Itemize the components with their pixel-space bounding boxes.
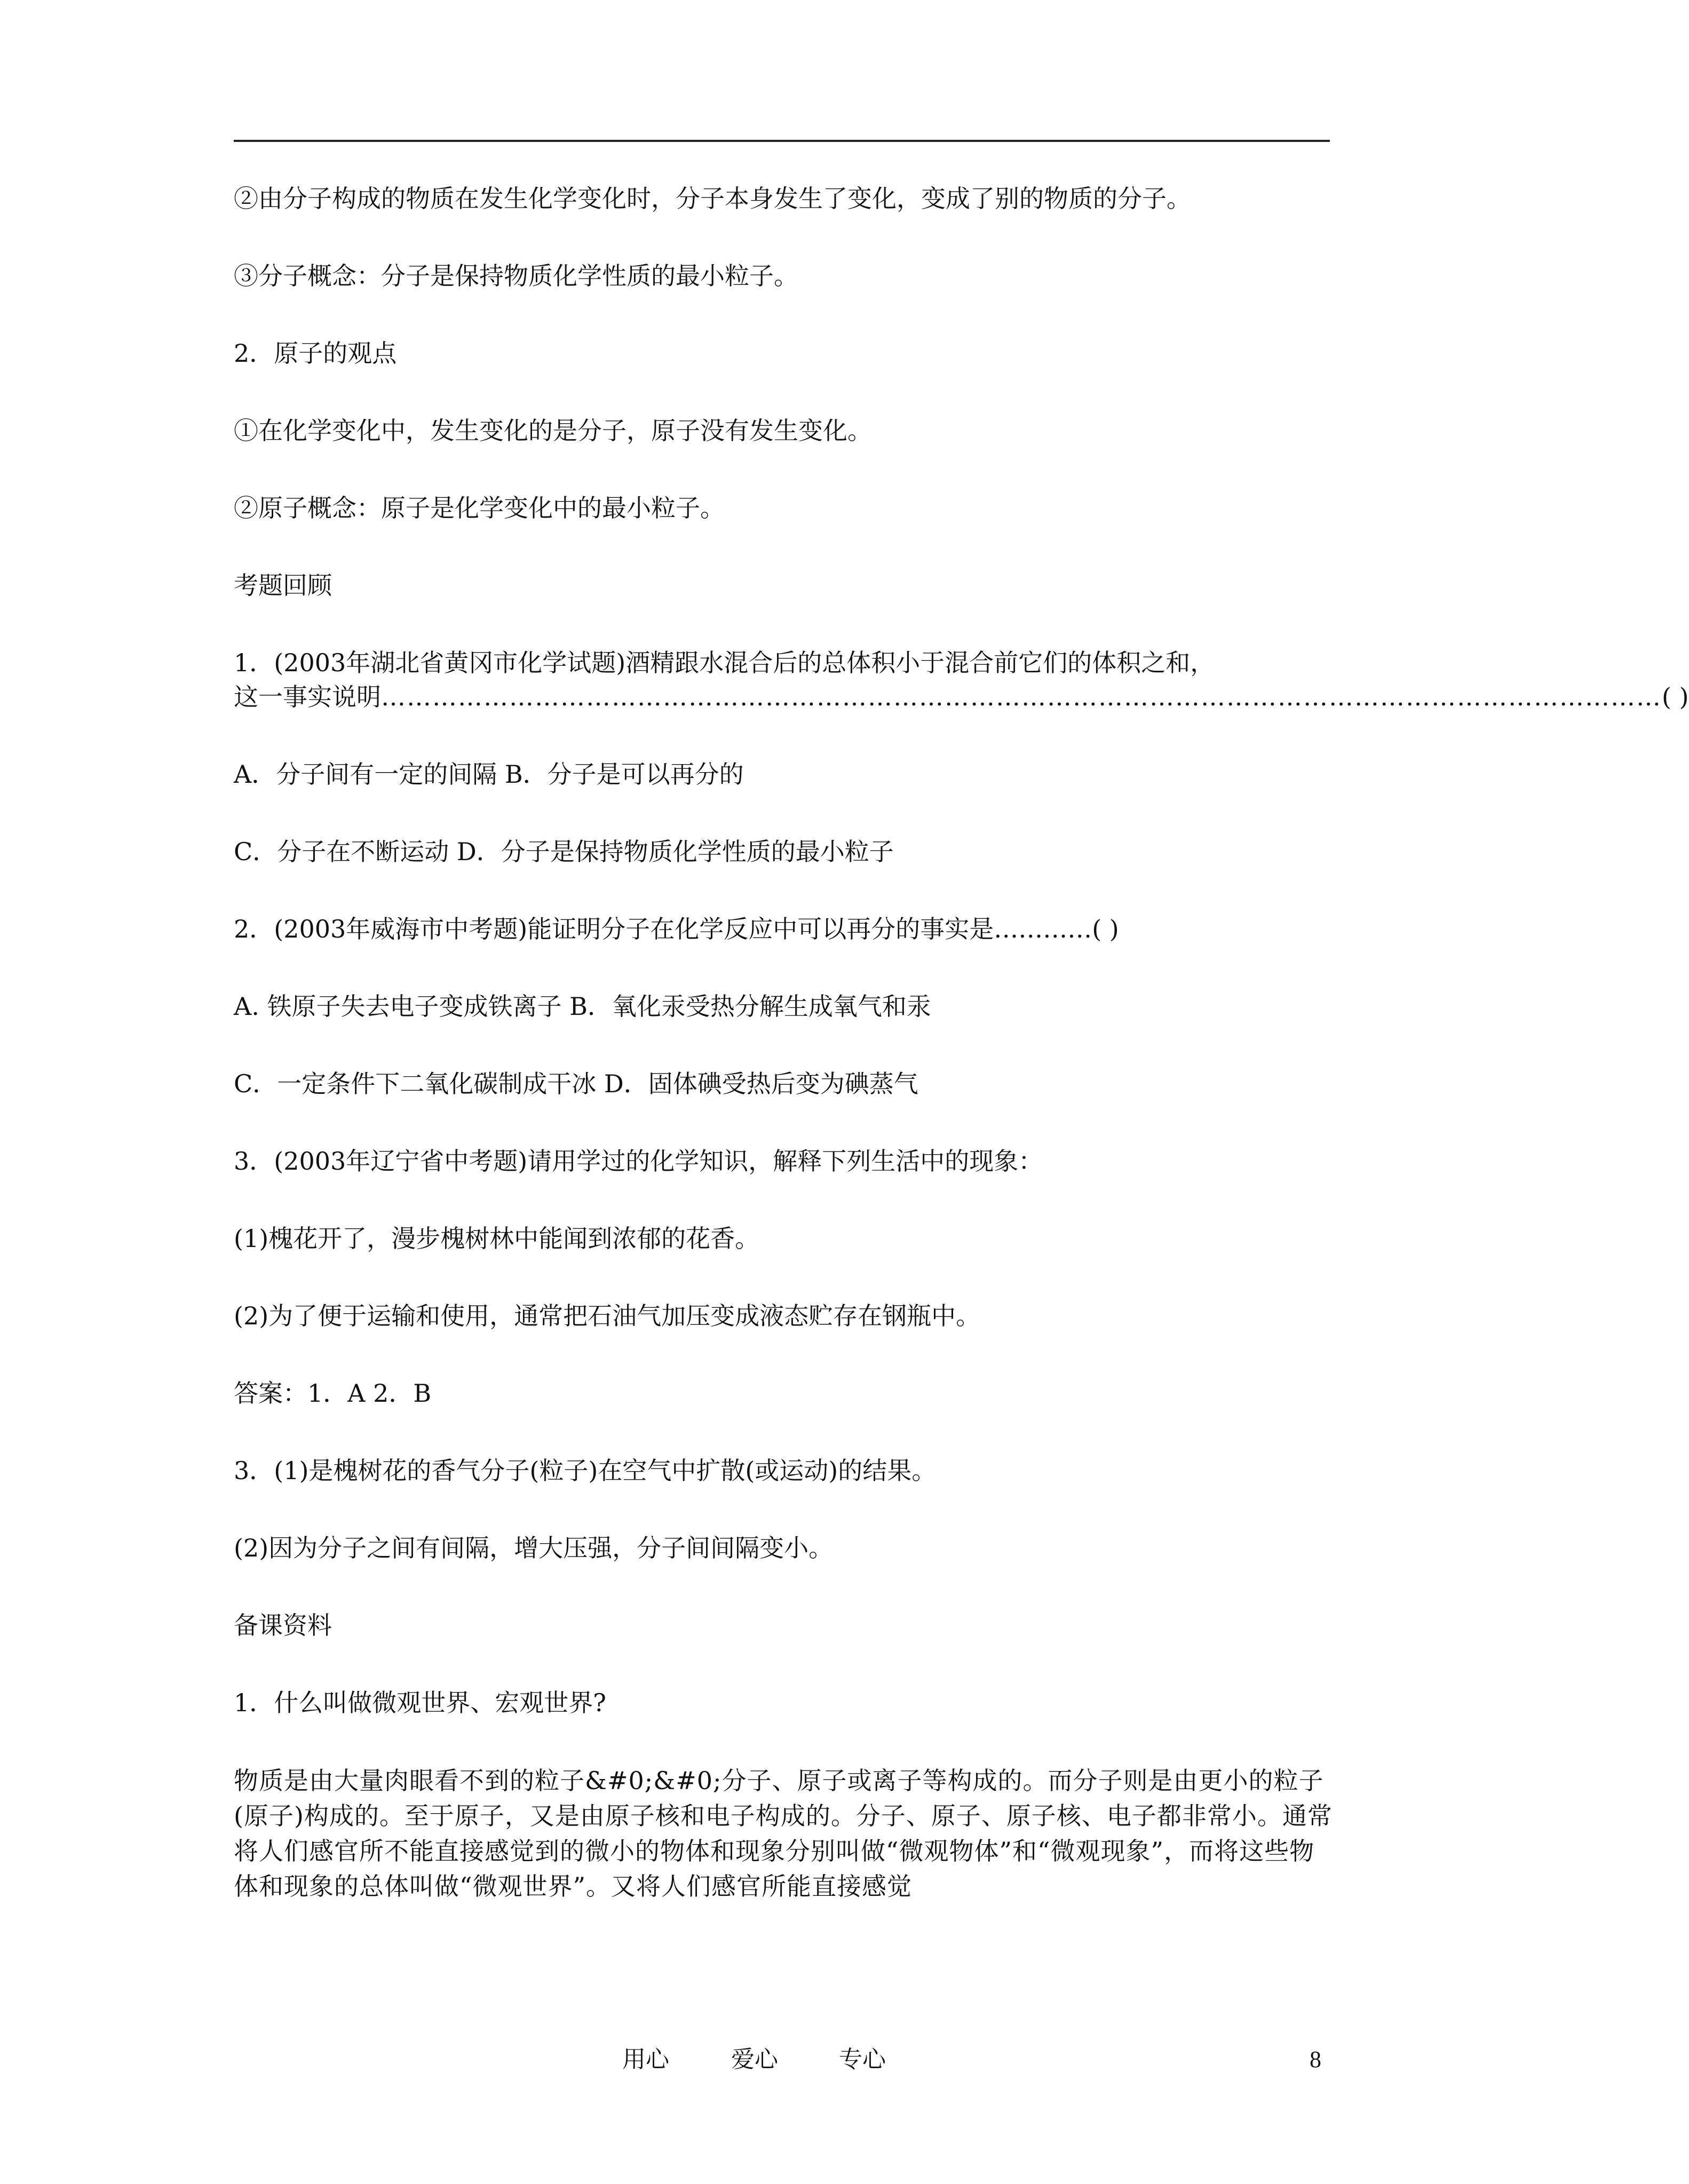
document-body <box>234 181 1689 1947</box>
paragraph-micro-macro-world: 物质是由大量肉眼看不到的粒子&#0;&#0;分子、原子或离子等构成的。而分子则是由更小的粒子(原子)构成的。至于原子，又是由原子核和电子构成的。分子、原子、原子核、电子都非常小。通常将人们感官所不能直接感觉到的微小的物体和现象分别叫做“微观物体”和“微观现象”，而将这些物体和现象的总体叫做“微观世界”。又将人们感官所能直接感觉 <box>234 1766 1333 1901</box>
paragraph-molecule-concept: ③分子概念：分子是保持物质化学性质的最小粒子。 <box>234 261 798 290</box>
question-1-line-1: 1．(2003年湖北省黄冈市化学试题)酒精跟水混合后的总体积小于混合前它们的体积之和， <box>234 648 1215 677</box>
section-heading-atom-view: 2．原子的观点 <box>234 339 397 368</box>
question-1-answer-blank: ( ) <box>1662 682 1689 711</box>
question-1-options-cd: C．分子在不断运动 D．分子是保持物质化学性质的最小粒子 <box>234 837 894 866</box>
question-1-dots: …………………………………………………………………………………………………………………………………… <box>381 682 1662 711</box>
header-rule <box>234 140 1330 142</box>
question-3: 3．(2003年辽宁省中考题)请用学过的化学知识，解释下列生活中的现象： <box>234 1147 1043 1176</box>
answer-3-part-1: 3．(1)是槐树花的香气分子(粒子)在空气中扩散(或运动)的结果。 <box>234 1456 937 1485</box>
question-1-options-ab: A．分子间有一定的间隔 B．分子是可以再分的 <box>234 760 744 789</box>
question-3-sub-1: (1)槐花开了，漫步槐树林中能闻到浓郁的花香。 <box>234 1224 760 1253</box>
footer-slogan-1: 用心 <box>622 2046 669 2073</box>
paragraph-atom-change: ①在化学变化中，发生变化的是分子，原子没有发生变化。 <box>234 416 872 445</box>
section-heading-exam-review: 考题回顾 <box>234 571 332 600</box>
prep-question-1: 1．什么叫做微观世界、宏观世界? <box>234 1688 606 1717</box>
paragraph-atom-concept: ②原子概念：原子是化学变化中的最小粒子。 <box>234 494 725 522</box>
question-1-line-2 <box>234 680 1689 714</box>
footer-slogan-2: 爱心 <box>731 2046 778 2073</box>
page-number: 8 <box>1310 2046 1321 2072</box>
question-2: 2．(2003年威海市中考题)能证明分子在化学反应中可以再分的事实是…………( ) <box>234 915 1119 943</box>
footer-slogan-3: 专心 <box>839 2046 886 2073</box>
question-3-sub-2: (2)为了便于运输和使用，通常把石油气加压变成液态贮存在钢瓶中。 <box>234 1301 981 1330</box>
paragraph-molecule-change: ②由分子构成的物质在发生化学变化时，分子本身发生了变化，变成了别的物质的分子。 <box>234 184 1191 213</box>
question-1-lead: 这一事实说明 <box>234 682 381 711</box>
question-2-options-cd: C．一定条件下二氧化碳制成干冰 D．固体碘受热后变为碘蒸气 <box>234 1069 918 1098</box>
answer-key: 答案：1．A 2．B <box>234 1379 432 1408</box>
answer-3-part-2: (2)因为分子之间有间隔，增大压强，分子间间隔变小。 <box>234 1534 834 1562</box>
section-heading-prep-materials: 备课资料 <box>234 1611 332 1640</box>
question-2-options-ab: A. 铁原子失去电子变成铁离子 B．氧化汞受热分解生成氧气和汞 <box>234 992 931 1021</box>
